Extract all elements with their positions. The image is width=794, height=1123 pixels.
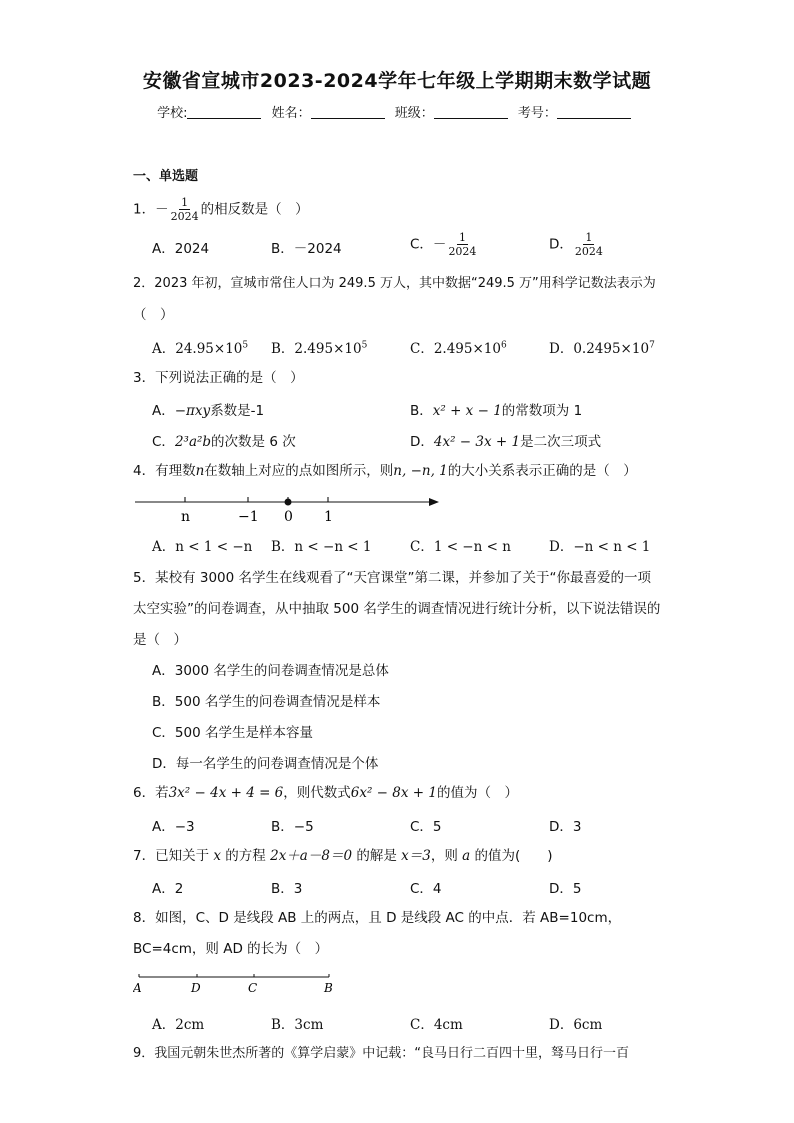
q7-stem-pre: 7．已知关于 <box>133 848 214 864</box>
q6-math2: 6x² − 8x + 1 <box>350 785 437 801</box>
q7-stem-post: 的值为( ) <box>470 848 553 864</box>
q7-equation: 2x＋a－8＝0 <box>270 848 353 864</box>
q1-option-b[interactable]: B．－2024 <box>271 241 342 257</box>
q1-d-fraction <box>573 231 605 258</box>
q1-frac-num: 1 <box>181 196 189 209</box>
q7-stem-mid: 的方程 <box>221 848 271 864</box>
q3-d-math: 4x² − 3x + 1 <box>433 434 521 450</box>
q6-option-a[interactable]: A．−3 <box>152 819 195 835</box>
q6-option-d[interactable]: D．3 <box>549 819 582 835</box>
q2-b-exp: 5 <box>361 340 368 351</box>
q2-d-exp: 7 <box>649 340 655 351</box>
q2-a-text: A．24.95×10 <box>152 341 243 357</box>
q7-stem-mid2: 的解是 <box>352 848 402 864</box>
q2-option-c[interactable] <box>410 337 507 357</box>
q2-d-text: D．0.2495×10 <box>549 341 650 357</box>
question-5: 5．某校有 3000 名学生在线观看了“天宫课堂”第二课，并参加了关于“你最喜爱的一项太空实验”的问卷调查，从中抽取 500 名学生的调查情况进行统计分析，以下说法错误的是（ ） <box>133 570 661 648</box>
question-8-line2: BC=4cm，则 AD 的长为（ ） <box>133 941 329 957</box>
section-heading: 一、单选题 <box>133 169 199 184</box>
q6-stem-mid: ，则代数式 <box>283 785 351 801</box>
q1-number: 1． <box>133 201 156 218</box>
page-title: 安徽省宣城市2023-2024学年七年级上学期期末数学试题 <box>142 70 652 92</box>
q3-option-b[interactable] <box>410 399 582 419</box>
q8-option-b[interactable]: B．3cm <box>271 1017 324 1033</box>
q4-option-b[interactable]: B．n < −n < 1 <box>271 539 372 555</box>
q5-option-b[interactable]: B．500 名学生的问卷调查情况是样本 <box>152 694 381 710</box>
q4-option-a[interactable]: A．n < 1 < −n <box>152 539 253 555</box>
field-number-label: 考号： <box>517 106 557 121</box>
q7-option-b[interactable]: B．3 <box>271 881 303 897</box>
q3-c-label: C． <box>152 434 175 450</box>
q3-d-text: 是二次三项式 <box>520 434 602 450</box>
question-6 <box>133 783 518 803</box>
q4-number-line <box>133 492 443 526</box>
q1-fraction <box>169 196 201 223</box>
q6-stem-pre: 6．若 <box>133 785 169 801</box>
question-2-line2: （ ） <box>133 307 174 323</box>
q1-c-den: 2024 <box>448 245 477 258</box>
point-label-d: D <box>191 981 201 995</box>
q4-n: n <box>195 463 205 479</box>
q2-c-exp: 6 <box>500 340 507 351</box>
q5-option-d[interactable]: D．每一名学生的问卷调查情况是个体 <box>152 756 379 772</box>
question-3: 3．下列说法正确的是（ ） <box>133 370 304 386</box>
q1-c-fraction <box>446 231 478 258</box>
q6-option-c[interactable]: C．5 <box>410 819 442 835</box>
q7-option-a[interactable]: A．2 <box>152 881 184 897</box>
q3-option-c[interactable] <box>152 430 296 450</box>
q3-b-label: B． <box>410 403 433 419</box>
q4-stem-pre: 4．有理数 <box>133 463 196 479</box>
q2-option-a[interactable] <box>152 337 248 357</box>
q4-stem-post: 的大小关系表示正确的是（ ） <box>447 463 637 479</box>
q4-math: n, −n, 1 <box>393 463 448 479</box>
question-4 <box>133 461 637 481</box>
q8-segment-diagram <box>133 970 343 998</box>
point-label-a: A <box>133 981 142 995</box>
q1-stem: 的相反数是（ ） <box>200 201 309 218</box>
q3-d-label: D． <box>410 434 434 450</box>
axis-label-n: n <box>181 509 191 525</box>
q5-option-c[interactable]: C．500 名学生是样本容量 <box>152 725 313 741</box>
q4-stem-mid: 在数轴上对应的点如图所示，则 <box>204 463 394 479</box>
q1-d-label: D． <box>549 236 573 253</box>
point-label-c: C <box>248 981 258 995</box>
question-2-line1: 2．2023 年初，宣城市常住人口为 249.5 万人，其中数据“249.5 万”用科学记数法表示为 <box>133 276 656 291</box>
q3-option-d[interactable] <box>410 430 601 450</box>
q8-option-d[interactable]: D．6cm <box>549 1017 603 1033</box>
q1-option-c[interactable] <box>410 231 478 258</box>
axis-label-one: 1 <box>324 509 333 525</box>
field-name-label: 姓名： <box>271 106 311 121</box>
q7-option-d[interactable]: D．5 <box>549 881 582 897</box>
q3-b-text: 的常数项为 1 <box>501 403 583 419</box>
q2-b-text: B．2.495×10 <box>271 341 362 357</box>
q3-c-text: 的次数是 6 次 <box>211 434 296 450</box>
q8-option-a[interactable]: A．2cm <box>152 1017 205 1033</box>
q1-minus: － <box>155 201 169 218</box>
q7-option-c[interactable]: C．4 <box>410 881 442 897</box>
name-blank <box>311 106 385 119</box>
question-1 <box>133 196 309 223</box>
q6-option-b[interactable]: B．−5 <box>271 819 314 835</box>
field-school-label: 学校: <box>157 106 188 121</box>
q7-x: x <box>213 848 222 864</box>
q1-frac-den: 2024 <box>170 210 199 223</box>
q1-d-num: 1 <box>585 231 593 244</box>
axis-label-minus-one: −1 <box>238 509 259 525</box>
q3-c-math: 2³a²b <box>174 434 212 450</box>
q3-option-a[interactable] <box>152 399 264 419</box>
question-8-line1: 8．如图，C、D 是线段 AB 上的两点，且 D 是线段 AC 的中点．若 AB=10cm， <box>133 910 622 926</box>
q7-stem-mid3: ，则 <box>430 848 463 864</box>
q2-option-b[interactable] <box>271 337 367 357</box>
q6-math1: 3x² − 4x + 4 = 6 <box>168 785 284 801</box>
origin-dot <box>285 499 292 506</box>
q8-option-c[interactable]: C．4cm <box>410 1017 463 1033</box>
q7-solution: x＝3 <box>401 848 431 864</box>
q1-c-label: C．－ <box>410 236 447 253</box>
q2-c-text: C．2.495×10 <box>410 341 501 357</box>
q1-d-den: 2024 <box>574 245 603 258</box>
q3-a-label: A． <box>152 403 175 419</box>
number-line-arrow <box>429 498 439 506</box>
q4-option-c[interactable]: C．1 < −n < n <box>410 539 511 555</box>
q7-a: a <box>462 848 471 864</box>
q6-stem-post: 的值为（ ） <box>436 785 518 801</box>
student-info-line <box>0 102 794 121</box>
q3-a-text: 系数是-1 <box>210 403 265 419</box>
q5-option-a[interactable]: A．3000 名学生的问卷调查情况是总体 <box>152 663 389 679</box>
question-7 <box>133 846 553 866</box>
school-blank <box>187 106 261 119</box>
q3-a-math: −πxy <box>174 403 211 419</box>
q1-option-a[interactable]: A．2024 <box>152 241 210 257</box>
number-blank <box>557 106 631 119</box>
class-blank <box>434 106 508 119</box>
q1-c-num: 1 <box>458 231 466 244</box>
q2-a-exp: 5 <box>242 340 249 351</box>
q3-b-math: x² + x − 1 <box>432 403 502 419</box>
question-9-line1: 9．我国元朝朱世杰所著的《算学启蒙》中记载：“良马日行二百四十里，驽马日行一百 <box>133 1046 630 1061</box>
field-class-label: 班级： <box>394 106 434 121</box>
axis-label-zero: 0 <box>284 509 293 525</box>
q4-option-d[interactable]: D．−n < n < 1 <box>549 539 651 555</box>
q1-option-d[interactable] <box>549 231 605 258</box>
q2-option-d[interactable] <box>549 337 655 357</box>
point-label-b: B <box>324 981 333 995</box>
